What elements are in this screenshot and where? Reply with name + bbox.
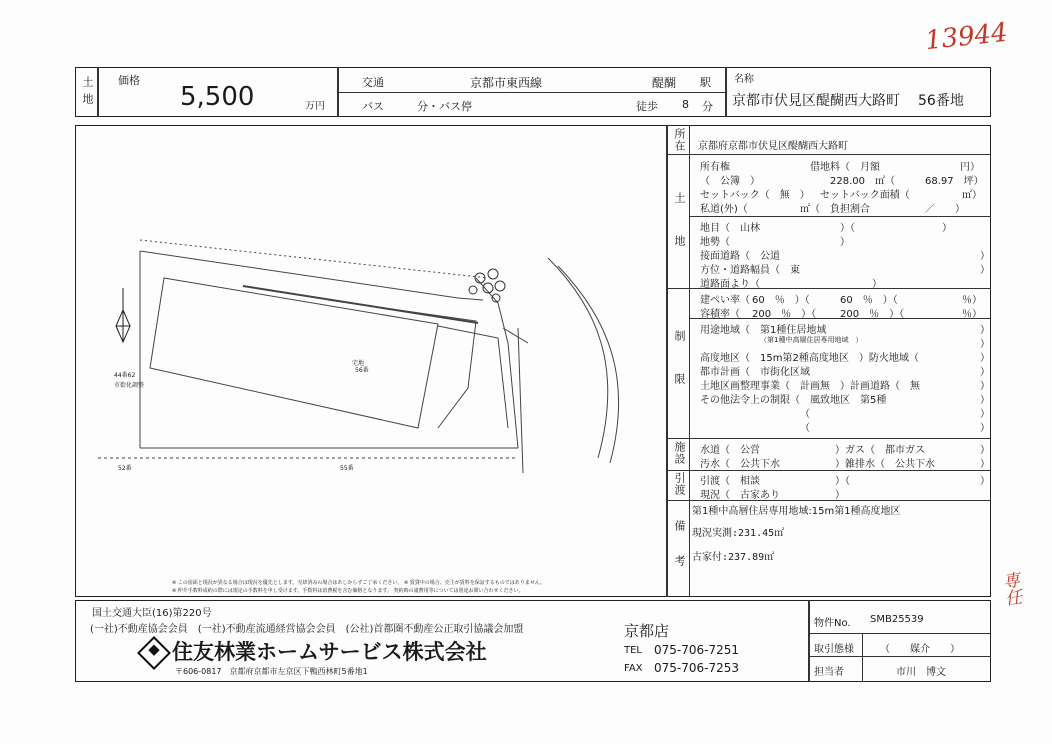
zone-rows: 用途地域（ 第1種住居地域 ） （第1種中高層住居専用地域 ） ） 高度地区（ 15m第2種高度地区 ）防火地域（ ） 都市計画（ 市街化区域 ） 土地区画整理事業（ 計画無 ）計画道路（ 無 ） その他法令上の制限（ 風致地区 第5種 ） （ ） （ ） xyxy=(700,325,990,434)
station-name: 醍醐 xyxy=(652,76,677,90)
location-value: 京都府京都市伏見区醍醐西大路町 xyxy=(698,141,848,152)
map-note-1: ※ この図面と現況が異なる場合は現況を優先とします。売却済みの場合はあしからずご了承ください。 ※ 賃貸中の場合、売主が賃料を保証するものではありません。 xyxy=(172,580,546,586)
price-value: 5,500 xyxy=(180,82,255,112)
lot-label-south1: 52番 xyxy=(118,465,132,472)
tel-number: 075-706-7251 xyxy=(654,643,740,657)
property-no: SMB25539 xyxy=(870,614,924,625)
transport-label: 交通 xyxy=(362,76,384,89)
bus-row: バス 分・バス停 xyxy=(362,100,472,113)
land-label: 土地 xyxy=(673,192,686,278)
license-number: 国土交通大臣(16)第220号 xyxy=(92,608,212,619)
transaction-label: 取引態様 xyxy=(814,644,854,655)
remarks-line-3: 古家付:237.89㎡ xyxy=(692,552,775,563)
company-name: 住友林業ホームサービス株式会社 xyxy=(172,640,487,664)
fax-number: 075-706-7253 xyxy=(654,661,740,675)
staff-label: 担当者 xyxy=(814,667,844,678)
restrict-label: 制限 xyxy=(673,330,686,416)
property-name: 京都市伏見区醍醐西大路町 xyxy=(732,93,900,109)
lot-label-center: 56番 xyxy=(355,367,369,374)
handover-rows: 引渡（ 相談 ）（ ） 現況（ 古家あり ） xyxy=(700,476,990,501)
branch-name: 京都店 xyxy=(624,622,670,640)
walk-label: 徒歩 xyxy=(636,100,658,113)
remarks-line-2: 現況実測:231.45㎡ xyxy=(692,528,785,539)
handover-label: 引渡 xyxy=(673,472,686,496)
train-line: 京都市東西線 xyxy=(470,76,543,90)
lot-label-left: 44番62 xyxy=(114,372,136,379)
location-label: 所在 xyxy=(673,128,686,152)
facility-rows: 水道（ 公営 ）ガス（ 都市ガス ） 汚水（ 公共下水 ）雑排水（ 公共下水 ） xyxy=(700,445,990,470)
price-label: 価格 xyxy=(118,74,140,87)
remarks-label: 備考 xyxy=(673,520,686,590)
associations: (一社)不動産協会会員 (一社)不動産流通経営協会会員 (公社)首都圏不動産公正取引協議会加盟 xyxy=(90,624,524,635)
property-lot: 56番地 xyxy=(918,93,964,109)
restrict-rows: 建ぺい率（ 60 ％ ）（ 60 ％ ）（ ％） 容積率（ 200 ％ ）（ 200 ％ ）（ ％） xyxy=(700,295,982,320)
walk-minutes: 8 xyxy=(682,98,689,111)
lot-label-left2: 市街化調整 xyxy=(114,382,145,389)
tel-label: TEL xyxy=(624,645,642,656)
land-rows: 所有権 借地料（ 月額 円） （ 公簿 ） 228.00 ㎡（ 68.97 坪） セットバック（ 無 ） セットバック面積（ ㎡） 私道(外)（ ㎡（ 負担割合 ／ ） xyxy=(700,162,984,215)
remarks-line-1: 第1種中高層住居専用地域:15m第1種高度地区 xyxy=(692,506,901,517)
name-label: 名称 xyxy=(734,74,754,85)
price-unit: 万円 xyxy=(305,101,325,112)
staff-name: 市川 博文 xyxy=(896,667,946,678)
walk-unit: 分 xyxy=(702,100,713,113)
map-note-2: ※ 仲介手数料成約の際には規定の手数料を申し受けます。手数料は消費税を含む価格となります。 契約時の諸費用等については別途お問い合わせください。 xyxy=(172,588,524,594)
property-no-label: 物件No. xyxy=(814,618,851,629)
handwritten-number: 13944 xyxy=(923,17,1010,57)
fax-label: FAX xyxy=(624,663,643,674)
station-suffix: 駅 xyxy=(700,76,711,89)
lot-label-south2: 55番 xyxy=(340,465,354,472)
land2-rows: 地目（ 山林 ）（ ） 地勢（ ） 接面道路（ 公道 ） 方位・道路幅員（ 東 ） 道路面より（ ） xyxy=(700,223,990,290)
transaction-value: （ 媒介 ） xyxy=(880,644,960,655)
lot-label-plot: 宅地 xyxy=(352,360,365,367)
company-address: 〒606-0817 京都府京都市左京区下鴨西林町5番地1 xyxy=(175,667,368,676)
facility-label: 施設 xyxy=(673,441,686,465)
handwritten-note: 専任 xyxy=(997,570,1023,608)
category-label: 土地 xyxy=(81,76,94,110)
site-map xyxy=(78,128,664,578)
